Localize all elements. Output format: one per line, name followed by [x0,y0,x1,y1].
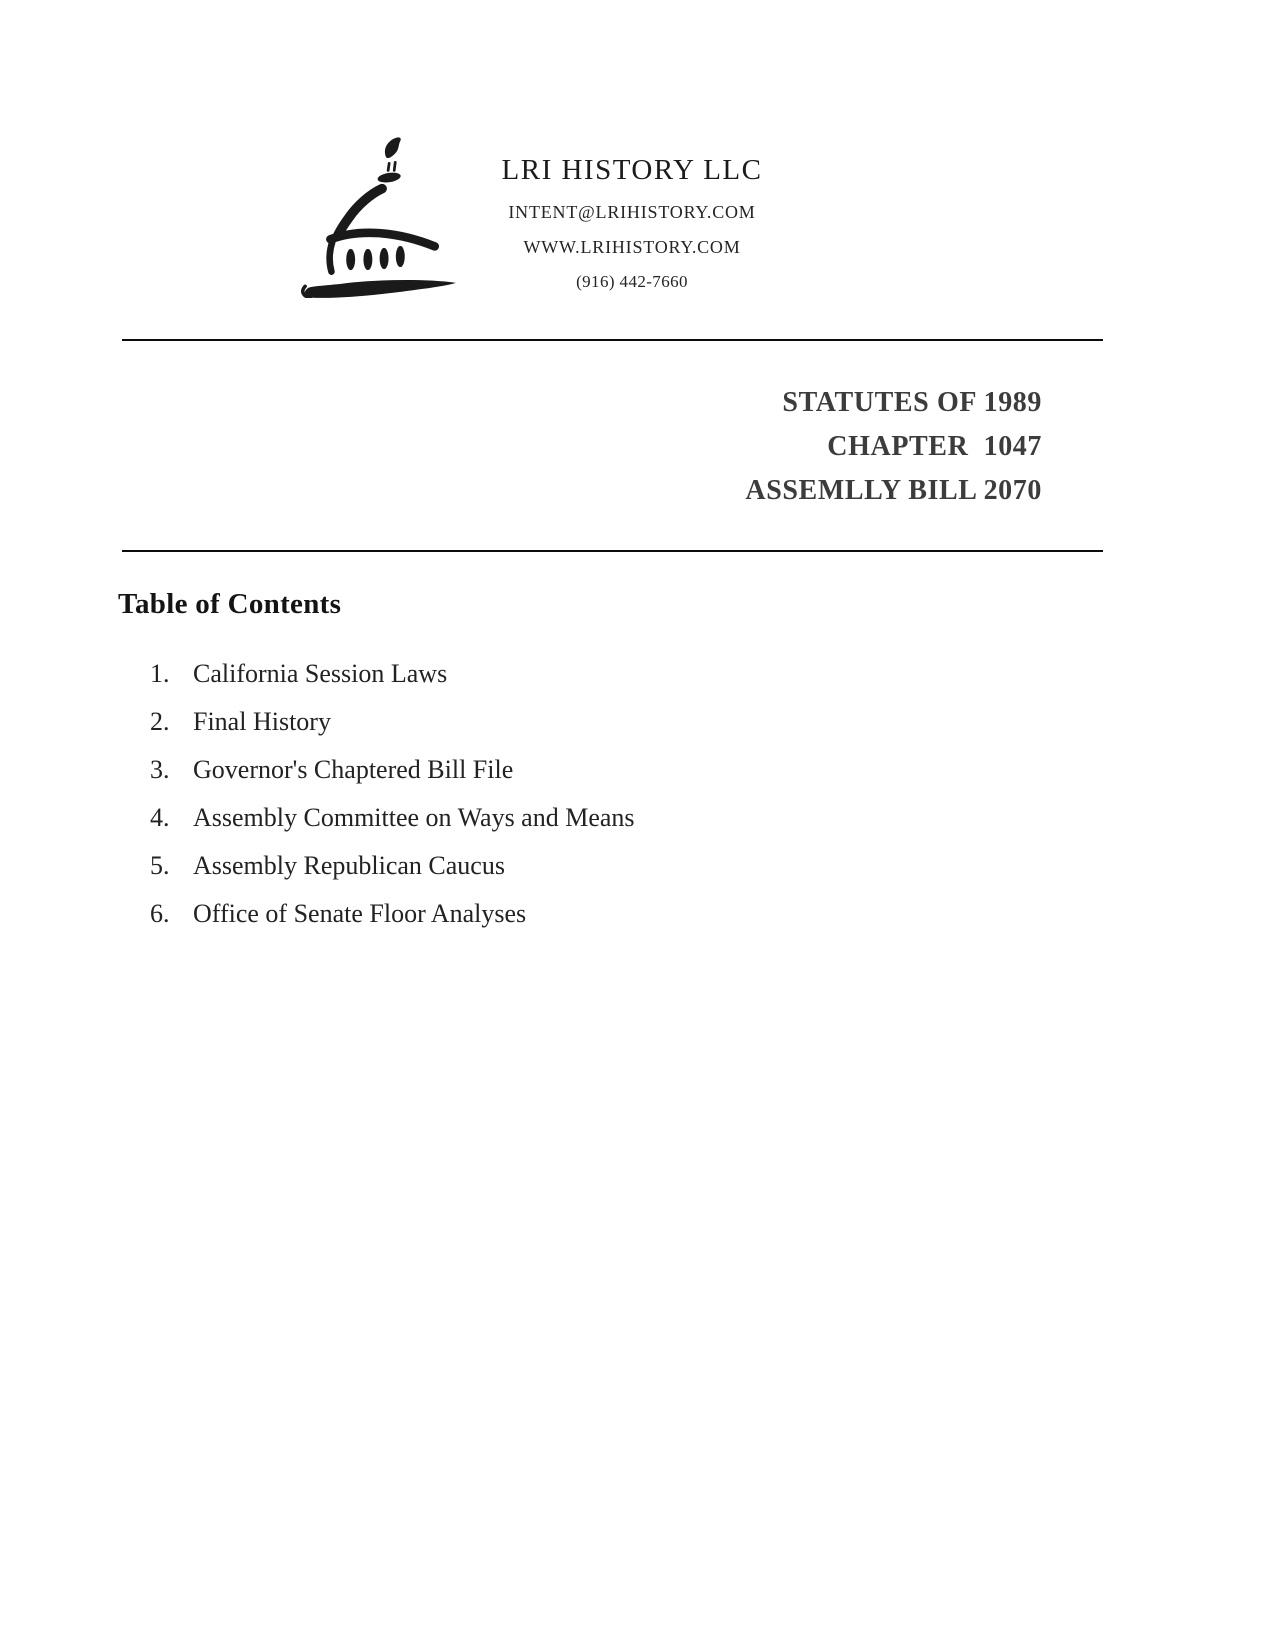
toc-item-label: Final History [193,707,331,736]
toc-item-label: Assembly Republican Caucus [193,851,505,880]
toc-item [150,899,850,929]
toc-item [150,707,850,737]
chapter-line: CHAPTER 1047 [827,431,1042,462]
toc-item-number: 6. [150,899,170,928]
toc-list [150,659,850,947]
toc-item-label: California Session Laws [193,659,448,688]
toc-item-label: Assembly Committee on Ways and Means [193,803,635,832]
toc-item [150,659,850,689]
toc-item [150,803,850,833]
horizontal-rule-bottom [122,550,1103,552]
toc-item-number: 2. [150,707,170,736]
toc-item [150,851,850,881]
letterhead [436,152,828,293]
toc-item-label: Office of Senate Floor Analyses [193,899,527,928]
toc-heading: Table of Contents [118,588,342,620]
toc-item-number: 1. [150,659,170,688]
toc-item-number: 5. [150,851,170,880]
company-name: LRI HISTORY LLC [501,154,763,186]
assembly-bill-line: ASSEMLLY BILL 2070 [745,475,1042,506]
company-website: WWW.LRIHISTORY.COM [523,237,741,257]
toc-item-number: 4. [150,803,170,832]
horizontal-rule-top [122,339,1103,341]
toc-item [150,755,850,785]
company-phone: (916) 442-7660 [576,272,688,291]
capitol-dome-icon [296,136,458,298]
statutes-year-line: STATUTES OF 1989 [782,387,1042,418]
company-email: INTENT@LRIHISTORY.COM [508,202,756,222]
toc-item-label: Governor's Chaptered Bill File [193,755,514,784]
toc-item-number: 3. [150,755,170,784]
statute-title-block [745,381,1042,513]
